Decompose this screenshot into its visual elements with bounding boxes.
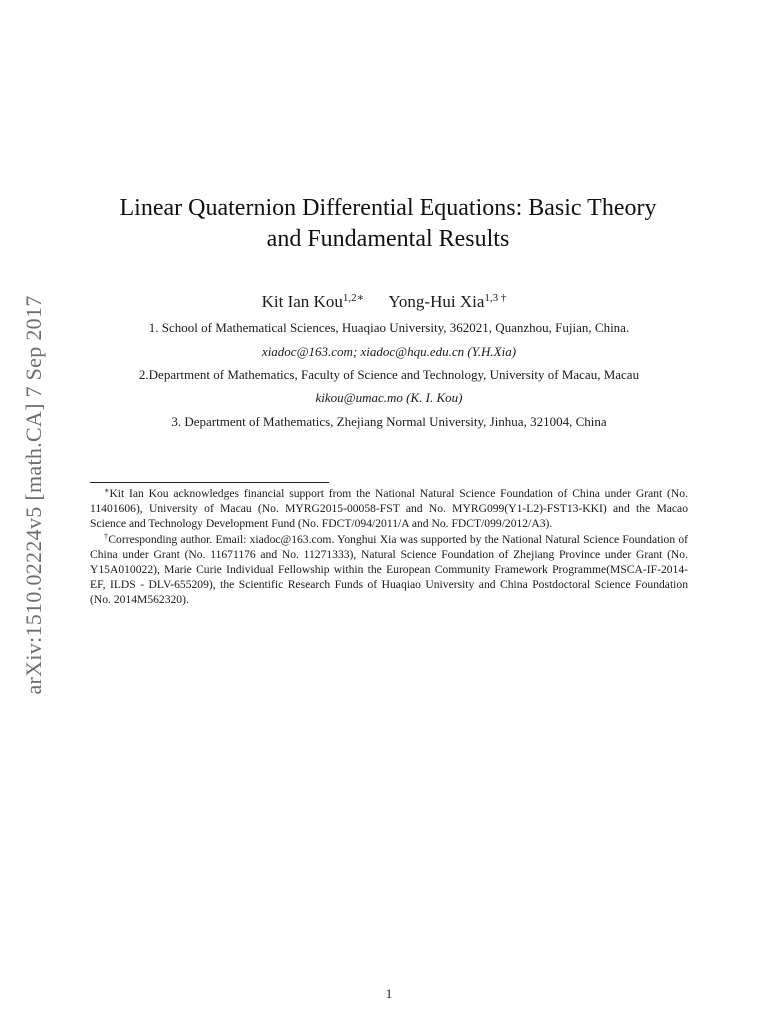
title-line-2: and Fundamental Results xyxy=(266,226,510,252)
footnote-mark: ∗ xyxy=(104,486,110,495)
affiliation-3: 3. Department of Mathematics, Zhejiang Normal University, Jinhua, 321004, China xyxy=(171,414,607,429)
author xyxy=(388,291,506,313)
footnote-mark: † xyxy=(104,531,109,541)
affiliation-2: 2.Department of Mathematics, Faculty of Science and Technology, University of Macau, Macau xyxy=(138,367,640,382)
paper-title xyxy=(60,193,716,255)
affiliation-1: 1. School of Mathematical Sciences, Huaqiao University, 362021, Quanzhou, Fujian, China. xyxy=(148,320,630,335)
author-affiliation-marks: 1,3 † xyxy=(484,292,507,304)
footnote-text: Corresponding author. Email: xiadoc@163.com. Yonghui Xia was supported by the National Natural Science Foundation of China under Grant (No. 11671176 and No. 11271333), Natural Science Foundation of Zhejiang Province under Grant (No. Y15A010022), Marie Curie Individual Fellowship within the European Community Framework Programme(MSCA-IF-2014-EF, ILDS - DLV-655209), the Scientific Research Funds of Huaqiao University and China Postdoctoral Science Foundation (No. 2014M562320). xyxy=(90,532,689,607)
footnote xyxy=(90,532,688,608)
author-affiliation-marks: 1,2∗ xyxy=(342,292,365,304)
footnote-separator xyxy=(90,482,329,483)
title-line-1: Linear Quaternion Differential Equations: Basic Theory xyxy=(119,195,657,221)
affiliation-1-email: xiadoc@163.com; xiadoc@hqu.edu.cn (Y.H.Xia) xyxy=(261,344,517,359)
footnote-text: Kit Ian Kou acknowledges financial support from the National Natural Science Foundation of China under Grant (No. 11401606), University of Macau (No. MYRG2015-00058-FST and No. MYRG099(Y1-L2)-FST13-KKI) and the Macao Science and Technology Development Fund (No. FDCT/094/2011/A and No. FDCT/099/2012/A3). xyxy=(90,487,688,531)
page-number: 1 xyxy=(385,986,393,1001)
author xyxy=(262,291,364,313)
arxiv-identifier: arXiv:1510.02224v5 [math.CA] 7 Sep 2017 xyxy=(21,295,46,695)
affiliation-2-email: kikou@umac.mo (K. I. Kou) xyxy=(315,390,463,405)
footnotes xyxy=(90,486,688,608)
author-list xyxy=(0,291,768,313)
footnote xyxy=(90,486,688,532)
author-name: Kit Ian Kou xyxy=(261,292,343,311)
author-name: Yong-Hui Xia xyxy=(388,292,485,311)
